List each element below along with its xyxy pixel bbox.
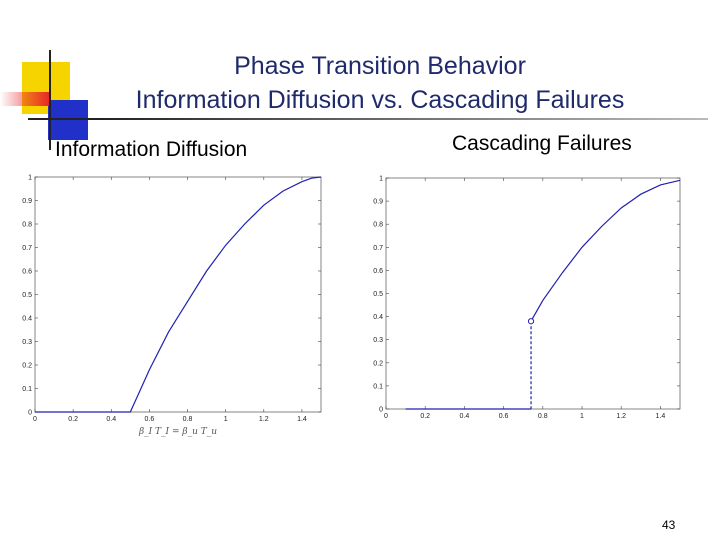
diffusion-xtick-label: 0.8 — [182, 416, 193, 423]
diffusion-ytick-label: 0.4 — [22, 315, 32, 323]
cascading-xtick-label: 0 — [384, 413, 388, 420]
diffusion-xtick-label: 0.4 — [106, 416, 117, 423]
diffusion-xtick-label: 0.2 — [68, 416, 79, 423]
cascading-ytick-label: 0.5 — [373, 291, 383, 298]
diffusion-ytick-label: 0.7 — [22, 245, 32, 252]
cascading-xtick-label: 0.6 — [498, 413, 509, 420]
cascading-xtick-label: 0.4 — [459, 413, 470, 420]
left-chart-heading: Information Diffusion — [55, 138, 248, 161]
diffusion-xtick-label: 0.6 — [144, 416, 155, 423]
cascading-xtick-label: 1 — [580, 413, 584, 420]
slide-title-line2: Information Diffusion vs. Cascading Failures — [135, 86, 625, 114]
cascading-ytick-label: 0.2 — [373, 360, 383, 368]
cascading-open-circle-marker — [528, 319, 533, 324]
diffusion-ytick-label: 0.3 — [22, 339, 32, 346]
page-number: 43 — [662, 518, 676, 532]
right-chart-heading: Cascading Failures — [452, 132, 632, 155]
diffusion-xtick-label: 0 — [33, 416, 37, 423]
diffusion-ytick-label: 0.1 — [22, 386, 32, 393]
cascading-xtick-label: 1.2 — [616, 413, 627, 420]
cascading-xtick-label: 1.4 — [655, 413, 666, 420]
diffusion-ytick-label: 0.8 — [22, 221, 32, 229]
cascading-ytick-label: 0.9 — [373, 198, 383, 206]
cascading-plot-frame — [386, 178, 680, 409]
diffusion-ytick-label: 0.2 — [22, 362, 32, 370]
cascading-xtick-label: 0.8 — [537, 413, 548, 420]
cascading-ytick-label: 0.7 — [373, 244, 383, 252]
cascading-ytick-label: 0 — [379, 406, 383, 414]
slide-title-line1: Phase Transition Behavior — [234, 52, 526, 80]
cascading-ytick-label: 0.8 — [373, 221, 383, 229]
diffusion-ytick-label: 0.9 — [22, 198, 32, 205]
cascading-xtick-label: 0.2 — [420, 413, 431, 420]
diffusion-ytick-label: 0.5 — [22, 292, 32, 299]
diffusion-ytick-label: 0 — [28, 409, 32, 417]
diffusion-ytick-label: 1 — [28, 174, 32, 182]
diffusion-xtick-label: 1.2 — [258, 416, 269, 423]
diffusion-xlabel: β_I T_I = β_u T_u — [138, 427, 218, 437]
diffusion-xtick-label: 1 — [223, 416, 228, 423]
cascading-ytick-label: 0.4 — [373, 314, 383, 322]
cascading-ytick-label: 0.1 — [373, 383, 383, 391]
cascading-ytick-label: 0.6 — [373, 267, 383, 275]
diffusion-ytick-label: 0.6 — [22, 268, 32, 276]
cascading-ytick-label: 0.3 — [373, 337, 383, 345]
cascading-ytick-label: 1 — [379, 175, 383, 183]
diffusion-xtick-label: 1.4 — [297, 416, 307, 423]
